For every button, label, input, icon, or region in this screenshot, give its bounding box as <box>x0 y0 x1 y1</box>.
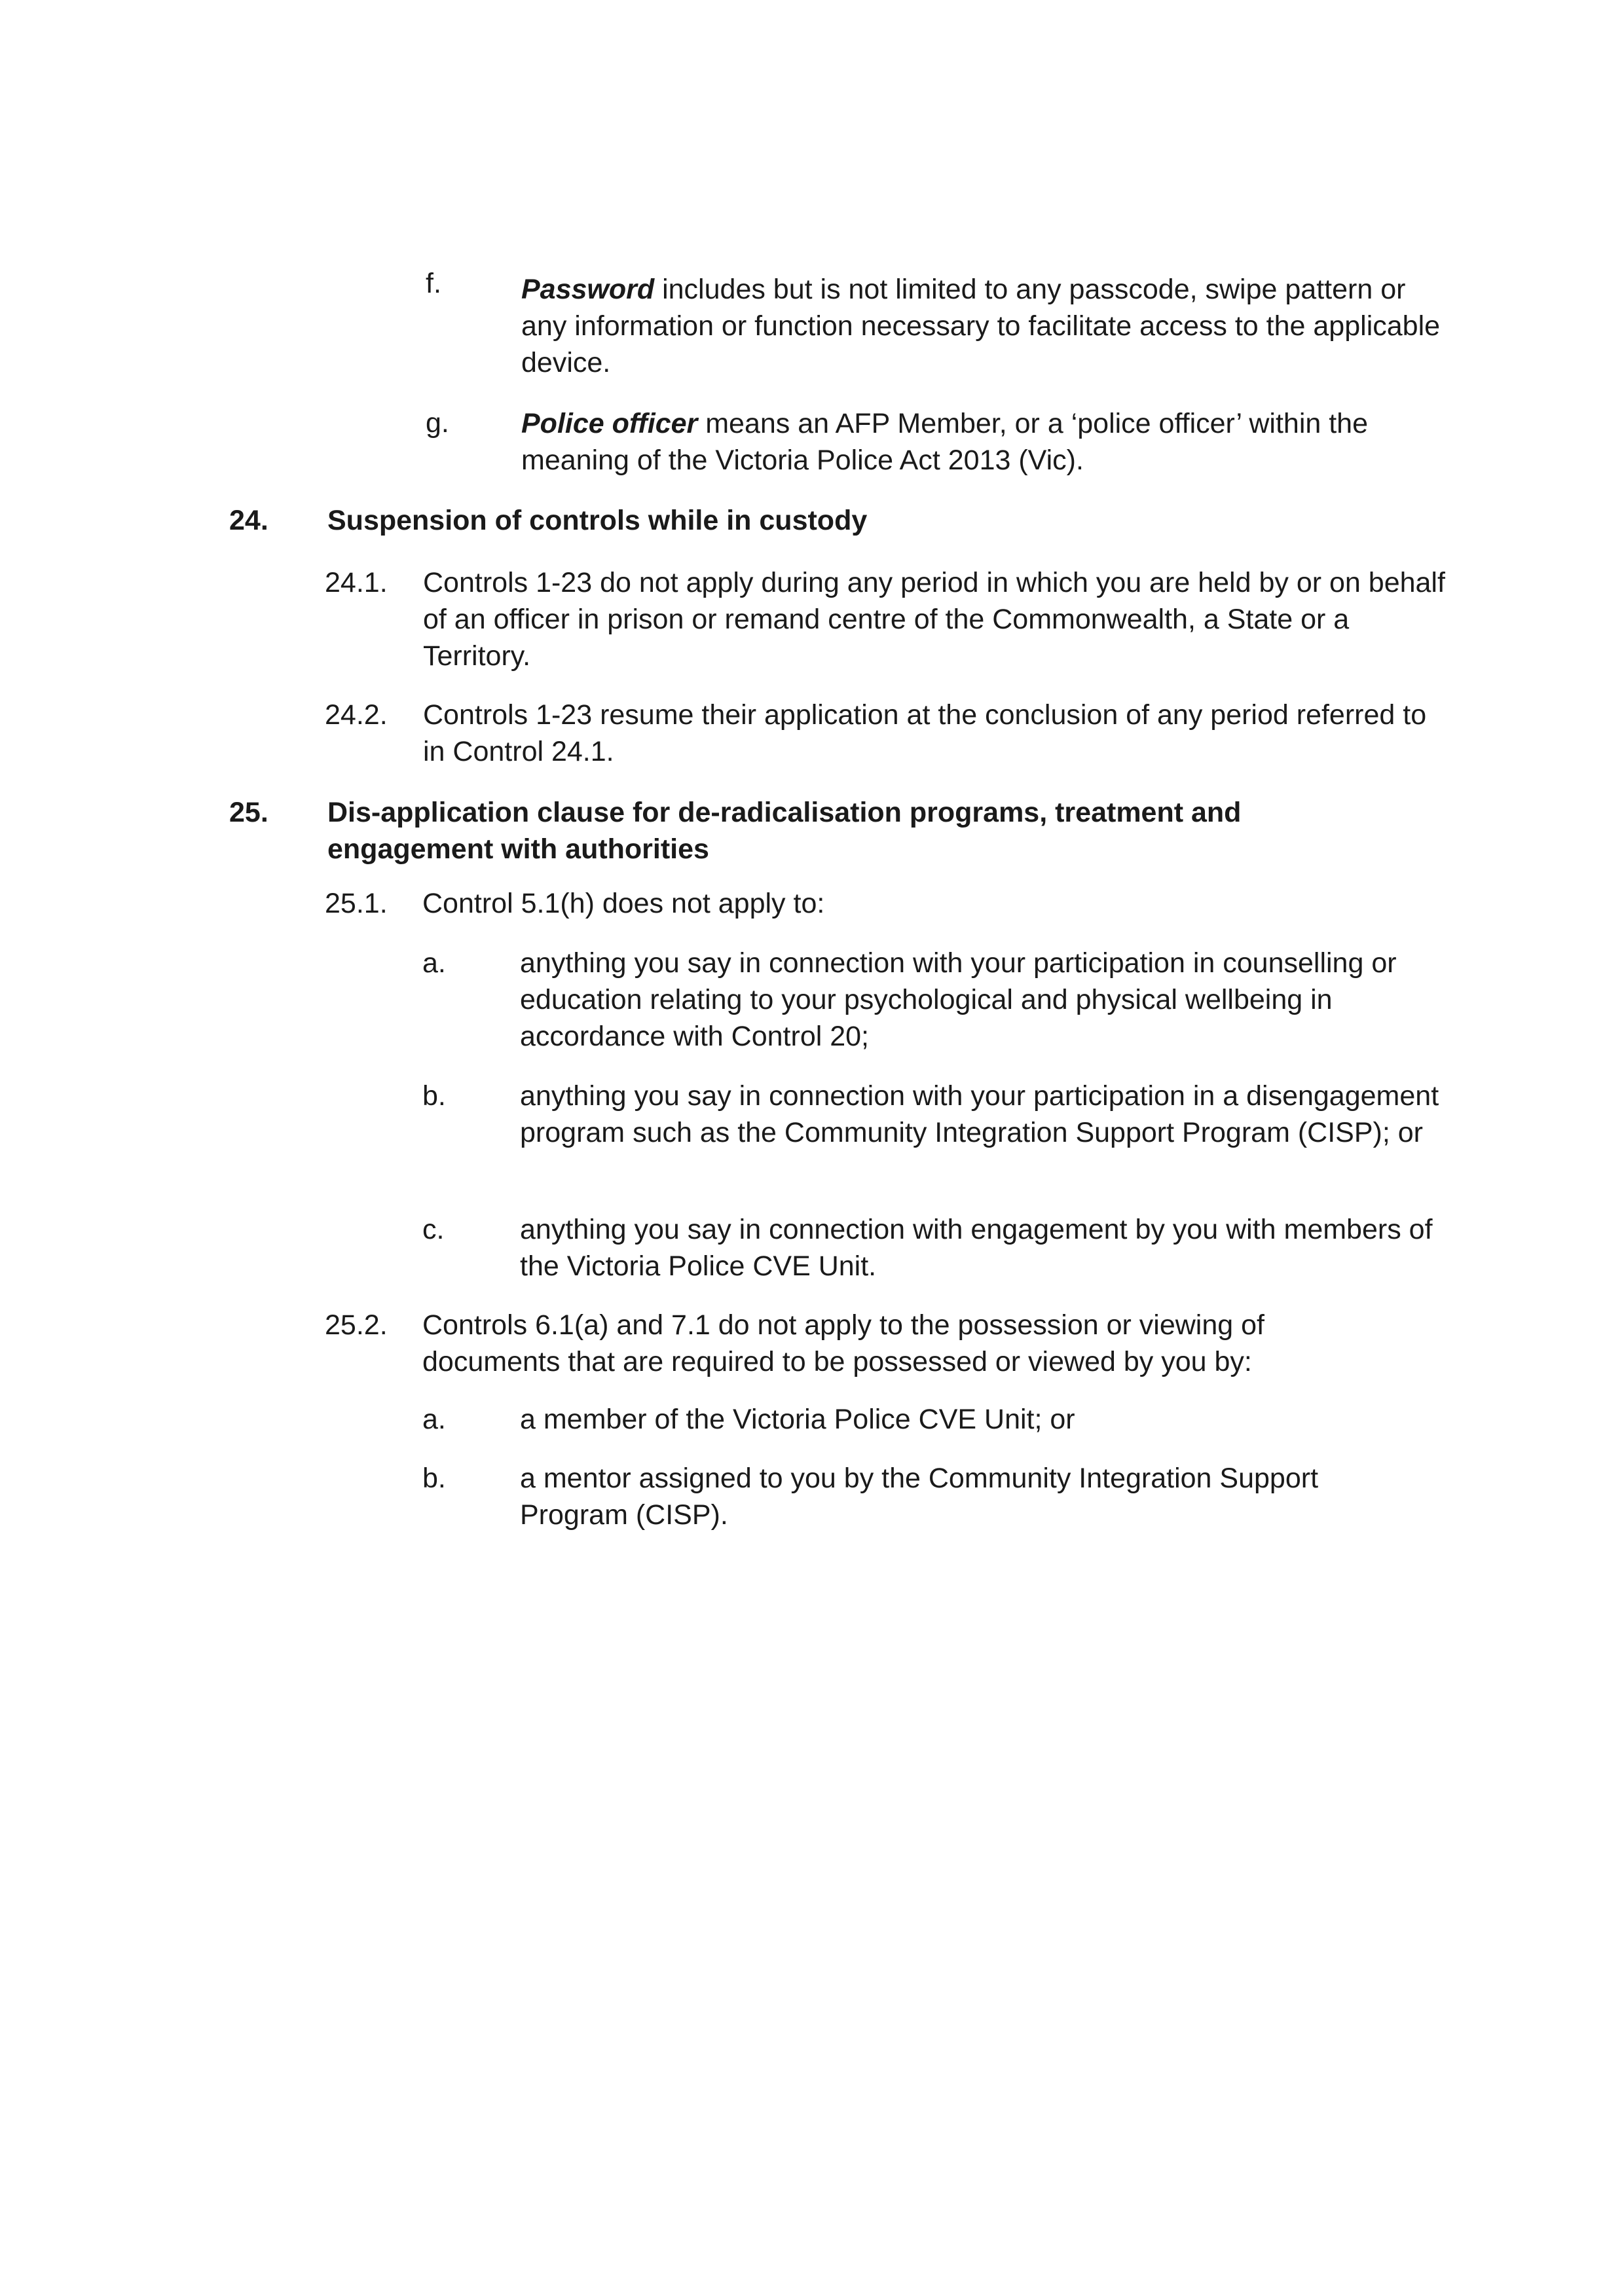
section-24-number: 24. <box>229 505 268 536</box>
clause-25-2-a-label: a. <box>422 1404 446 1435</box>
definition-g-body: means an AFP Member, or a ‘police officer’ within the meaning of the Victoria Police Act 2013 (Vic). <box>521 408 1369 476</box>
definition-g-text <box>521 405 1451 479</box>
clause-25-1-text: Control 5.1(h) does not apply to: <box>422 888 825 919</box>
definition-g-label: g. <box>426 407 449 439</box>
clause-24-1-text: Controls 1-23 do not apply during any period in which you are held by or on behalf of an officer in prison or remand centre of the Commonwealth, a State or a Territory. <box>423 567 1445 672</box>
clause-25-1-a-text: anything you say in connection with your participation in counselling or education relating to your psychological and physical wellbeing in accordance with Control 20; <box>520 947 1397 1052</box>
section-24-title: Suspension of controls while in custody <box>327 505 868 536</box>
clause-25-2-label: 25.2. <box>325 1309 388 1341</box>
definition-f-body: includes but is not limited to any passcode, swipe pattern or any information or function necessary to facilitate access to the applicable device. <box>521 274 1441 378</box>
clause-25-1-b-label: b. <box>422 1080 446 1112</box>
section-25-number: 25. <box>229 797 268 828</box>
clause-25-2-b-text: a mentor assigned to you by the Community Integration Support Program (CISP). <box>520 1463 1319 1531</box>
clause-25-1-b-text: anything you say in connection with your participation in a disengagement program such as the Community Integration Support Program (CISP); or <box>520 1080 1439 1148</box>
clause-25-1-c-text: anything you say in connection with engagement by you with members of the Victoria Police CVE Unit. <box>520 1214 1433 1282</box>
definition-f-label: f. <box>426 268 441 299</box>
section-25-title: Dis-application clause for de-radicalisation programs, treatment and engagement with authorities <box>327 797 1242 865</box>
clause-24-2-label: 24.2. <box>325 699 388 731</box>
clause-25-2-text: Controls 6.1(a) and 7.1 do not apply to the possession or viewing of documents that are required to be possessed or viewed by you by: <box>422 1309 1264 1377</box>
clause-25-1-label: 25.1. <box>325 888 388 919</box>
definition-g-term: Police officer <box>521 408 698 439</box>
clause-25-2-b-label: b. <box>422 1463 446 1494</box>
clause-25-1-a-label: a. <box>422 947 446 979</box>
clause-25-2-a-text: a member of the Victoria Police CVE Unit; or <box>520 1404 1075 1435</box>
clause-24-2-text: Controls 1-23 resume their application at the conclusion of any period referred to in Control 24.1. <box>423 699 1427 767</box>
definition-f-term: Password <box>521 274 655 305</box>
clause-24-1-label: 24.1. <box>325 567 388 598</box>
definition-f-text <box>521 271 1451 381</box>
clause-25-1-c-label: c. <box>422 1214 445 1245</box>
